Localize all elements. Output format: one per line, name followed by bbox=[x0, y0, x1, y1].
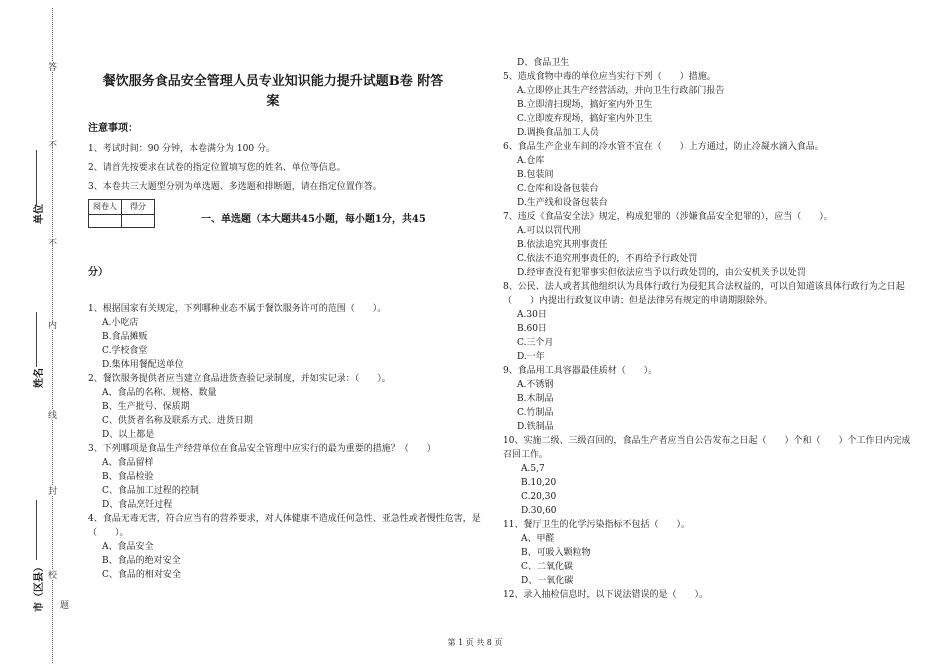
question-stem: 9、食品用工具容器最佳质材（ ）。 bbox=[503, 366, 658, 376]
question-option[interactable]: D.集体用餐配送单位 bbox=[102, 360, 184, 370]
binding-word-school: 校 bbox=[46, 570, 56, 579]
name-label: 姓名 bbox=[34, 368, 45, 388]
question-option[interactable]: A.可以以罚代刑 bbox=[517, 226, 581, 236]
binding-word-seal: 封 bbox=[46, 486, 56, 495]
section-heading: 一、单选题（本大题共45小题，每小题1分，共45 bbox=[201, 214, 426, 225]
score-table bbox=[88, 199, 155, 228]
question-option[interactable]: C、食品的相对安全 bbox=[102, 570, 181, 580]
unit-underline bbox=[36, 150, 37, 205]
district-underline bbox=[36, 500, 37, 560]
question-option[interactable]: B.10,20 bbox=[521, 478, 557, 488]
question-stem: 5、造成食物中毒的单位应当实行下列（ ）措施。 bbox=[503, 72, 716, 82]
notice-heading: 注意事项： bbox=[88, 123, 138, 134]
question-stem: 7、违反《食品安全法》规定，构成犯罪的（涉嫌食品安全犯罪的），应当（ ）。 bbox=[503, 212, 833, 222]
question-option: D、食品卫生 bbox=[517, 58, 570, 68]
reviewer-cell[interactable] bbox=[89, 215, 122, 228]
question-option[interactable]: D、一氧化碳 bbox=[521, 576, 574, 586]
question-option[interactable]: A.小吃店 bbox=[102, 318, 139, 328]
question-option[interactable]: A、甲醛 bbox=[521, 534, 555, 544]
question-option[interactable]: A.5,7 bbox=[521, 464, 545, 474]
question-option[interactable]: C.依法不追究刑事责任的，不再给予行政处罚 bbox=[517, 254, 698, 264]
question-option[interactable]: B、食品的绝对安全 bbox=[102, 556, 181, 566]
name-underline bbox=[36, 312, 37, 367]
notice-item: 3、本卷共三大题型分别为单选题、多选题和排断题，请在指定位置作答。 bbox=[88, 182, 382, 192]
question-option[interactable]: B、可吸入颗粒物 bbox=[521, 548, 591, 558]
question-stem: 8、公民、法人或者其他组织认为具体行政行为侵犯其合法权益的，可以自知道该具体行政行为之日起（ ）内提出行政复议申请；但是法律另有规定的申请期限除外。 bbox=[503, 282, 905, 306]
question-option[interactable]: A、食品的名称、规格、数量 bbox=[102, 388, 217, 398]
left-column bbox=[88, 72, 488, 582]
question-stem: 11、餐厅卫生的化学污染指标不包括（ ）。 bbox=[503, 520, 690, 530]
question-option[interactable]: B、生产批号、保质期 bbox=[102, 402, 190, 412]
binding-dotted-line bbox=[52, 8, 53, 663]
left-question-list bbox=[88, 302, 488, 582]
binding-word-not: 不 bbox=[46, 238, 56, 247]
question-stem: 1、根据国家有关规定，下列哪种业态不属于餐饮服务许可的范围（ ）。 bbox=[88, 304, 387, 314]
question-option[interactable]: C.仓库和设备包装台 bbox=[517, 184, 599, 194]
notice-item: 1、考试时间：90 分钟，本卷满分为 100 分。 bbox=[88, 144, 275, 154]
district-label: 市（区县） bbox=[34, 562, 45, 612]
question-option[interactable]: A、食品安全 bbox=[102, 542, 154, 552]
question-option[interactable]: A.不锈钢 bbox=[517, 380, 554, 390]
question-stem: 12、录入抽检信息时，以下说法错误的是（ ）。 bbox=[503, 590, 708, 600]
question-option[interactable]: D、以上都是 bbox=[102, 430, 155, 440]
binding-word-zhun: 不 bbox=[46, 140, 56, 149]
reviewer-header: 阅卷人 bbox=[89, 200, 122, 215]
question-option[interactable]: C.三个月 bbox=[517, 338, 554, 348]
question-option[interactable]: D.一年 bbox=[517, 352, 545, 362]
question-option[interactable]: D.经审查没有犯罪事实但依法应当予以行政处罚的，由公安机关予以处罚 bbox=[517, 268, 806, 278]
page-number: 第 1 页 共 8 页 bbox=[447, 638, 503, 647]
question-option[interactable]: B.60日 bbox=[517, 324, 547, 334]
binding-word-answer-bottom: 题 bbox=[58, 600, 68, 609]
question-stem: 6、食品生产企业车间的冷水管不宜在（ ）上方通过，防止冷凝水滴入食品。 bbox=[503, 142, 824, 152]
question-stem: 4、食品无毒无害，符合应当有的营养要求，对人体健康不造成任何急性、亚急性或者慢性危害，是（ ）。 bbox=[88, 514, 481, 538]
score-cell[interactable] bbox=[122, 215, 155, 228]
question-option[interactable]: B.食品摊贩 bbox=[102, 332, 148, 342]
score-header: 得分 bbox=[122, 200, 155, 215]
section-heading-tail: 分） bbox=[88, 267, 108, 278]
question-option[interactable]: B、食品检验 bbox=[102, 472, 154, 482]
question-option[interactable]: C、供货者名称及联系方式、进货日期 bbox=[102, 416, 253, 426]
question-stem: 10、实施二级、三级召回的，食品生产者应当自公告发布之日起（ ）个和（ ）个工作日内完成召回工作。 bbox=[503, 436, 911, 460]
question-option[interactable]: C.学校食堂 bbox=[102, 346, 148, 356]
binding-word-within: 内 bbox=[46, 320, 56, 329]
question-option[interactable]: A.仓库 bbox=[517, 156, 545, 166]
notice-item: 2、请首先按要求在试卷的指定位置填写您的姓名、单位等信息。 bbox=[88, 163, 346, 173]
binding-word-answer: 答 bbox=[46, 62, 56, 71]
question-option[interactable]: A.立即停止其生产经营活动，并向卫生行政部门报告 bbox=[517, 86, 725, 96]
page-title-line2: 案 bbox=[266, 94, 280, 109]
right-column bbox=[503, 56, 913, 602]
question-option[interactable]: C.竹制品 bbox=[517, 408, 554, 418]
question-option[interactable]: A.30日 bbox=[517, 310, 547, 320]
page-title bbox=[88, 72, 458, 112]
question-option[interactable]: D.铁制品 bbox=[517, 422, 554, 432]
question-option[interactable]: B.立即清扫现场，搞好室内外卫生 bbox=[517, 100, 653, 110]
unit-label: 单位 bbox=[34, 204, 45, 224]
score-row bbox=[88, 199, 488, 228]
question-stem: 3、下列哪项是食品生产经营单位在食品安全管理中应实行的最为重要的措施？（ ） bbox=[88, 444, 436, 454]
question-option[interactable]: C、食品加工过程的控制 bbox=[102, 486, 199, 496]
question-option[interactable]: D.生产线和设备包装台 bbox=[517, 198, 608, 208]
question-option[interactable]: B.包装间 bbox=[517, 170, 554, 180]
question-option[interactable]: B.依法追究其刑事责任 bbox=[517, 240, 608, 250]
question-option[interactable]: D、食品烹饪过程 bbox=[102, 500, 173, 510]
question-stem: 2、餐饮服务提供者应当建立食品进货查验记录制度，并如实记录：（ ）。 bbox=[88, 374, 391, 384]
question-option[interactable]: D.调换食品加工人员 bbox=[517, 128, 599, 138]
right-question-list bbox=[503, 70, 913, 602]
binding-margin bbox=[0, 0, 75, 671]
binding-word-line: 线 bbox=[46, 410, 56, 419]
question-option[interactable]: D.30,60 bbox=[521, 506, 557, 516]
page-title-line1: 餐饮服务食品安全管理人员专业知识能力提升试题B卷 附答 bbox=[102, 74, 444, 89]
question-option[interactable]: C.20,30 bbox=[521, 492, 557, 502]
question-option[interactable]: B.木制品 bbox=[517, 394, 554, 404]
question-option[interactable]: C、二氧化碳 bbox=[521, 562, 573, 572]
question-option[interactable]: C.立即废弃现场，搞好室内外卫生 bbox=[517, 114, 653, 124]
question-option[interactable]: A、食品留样 bbox=[102, 458, 154, 468]
